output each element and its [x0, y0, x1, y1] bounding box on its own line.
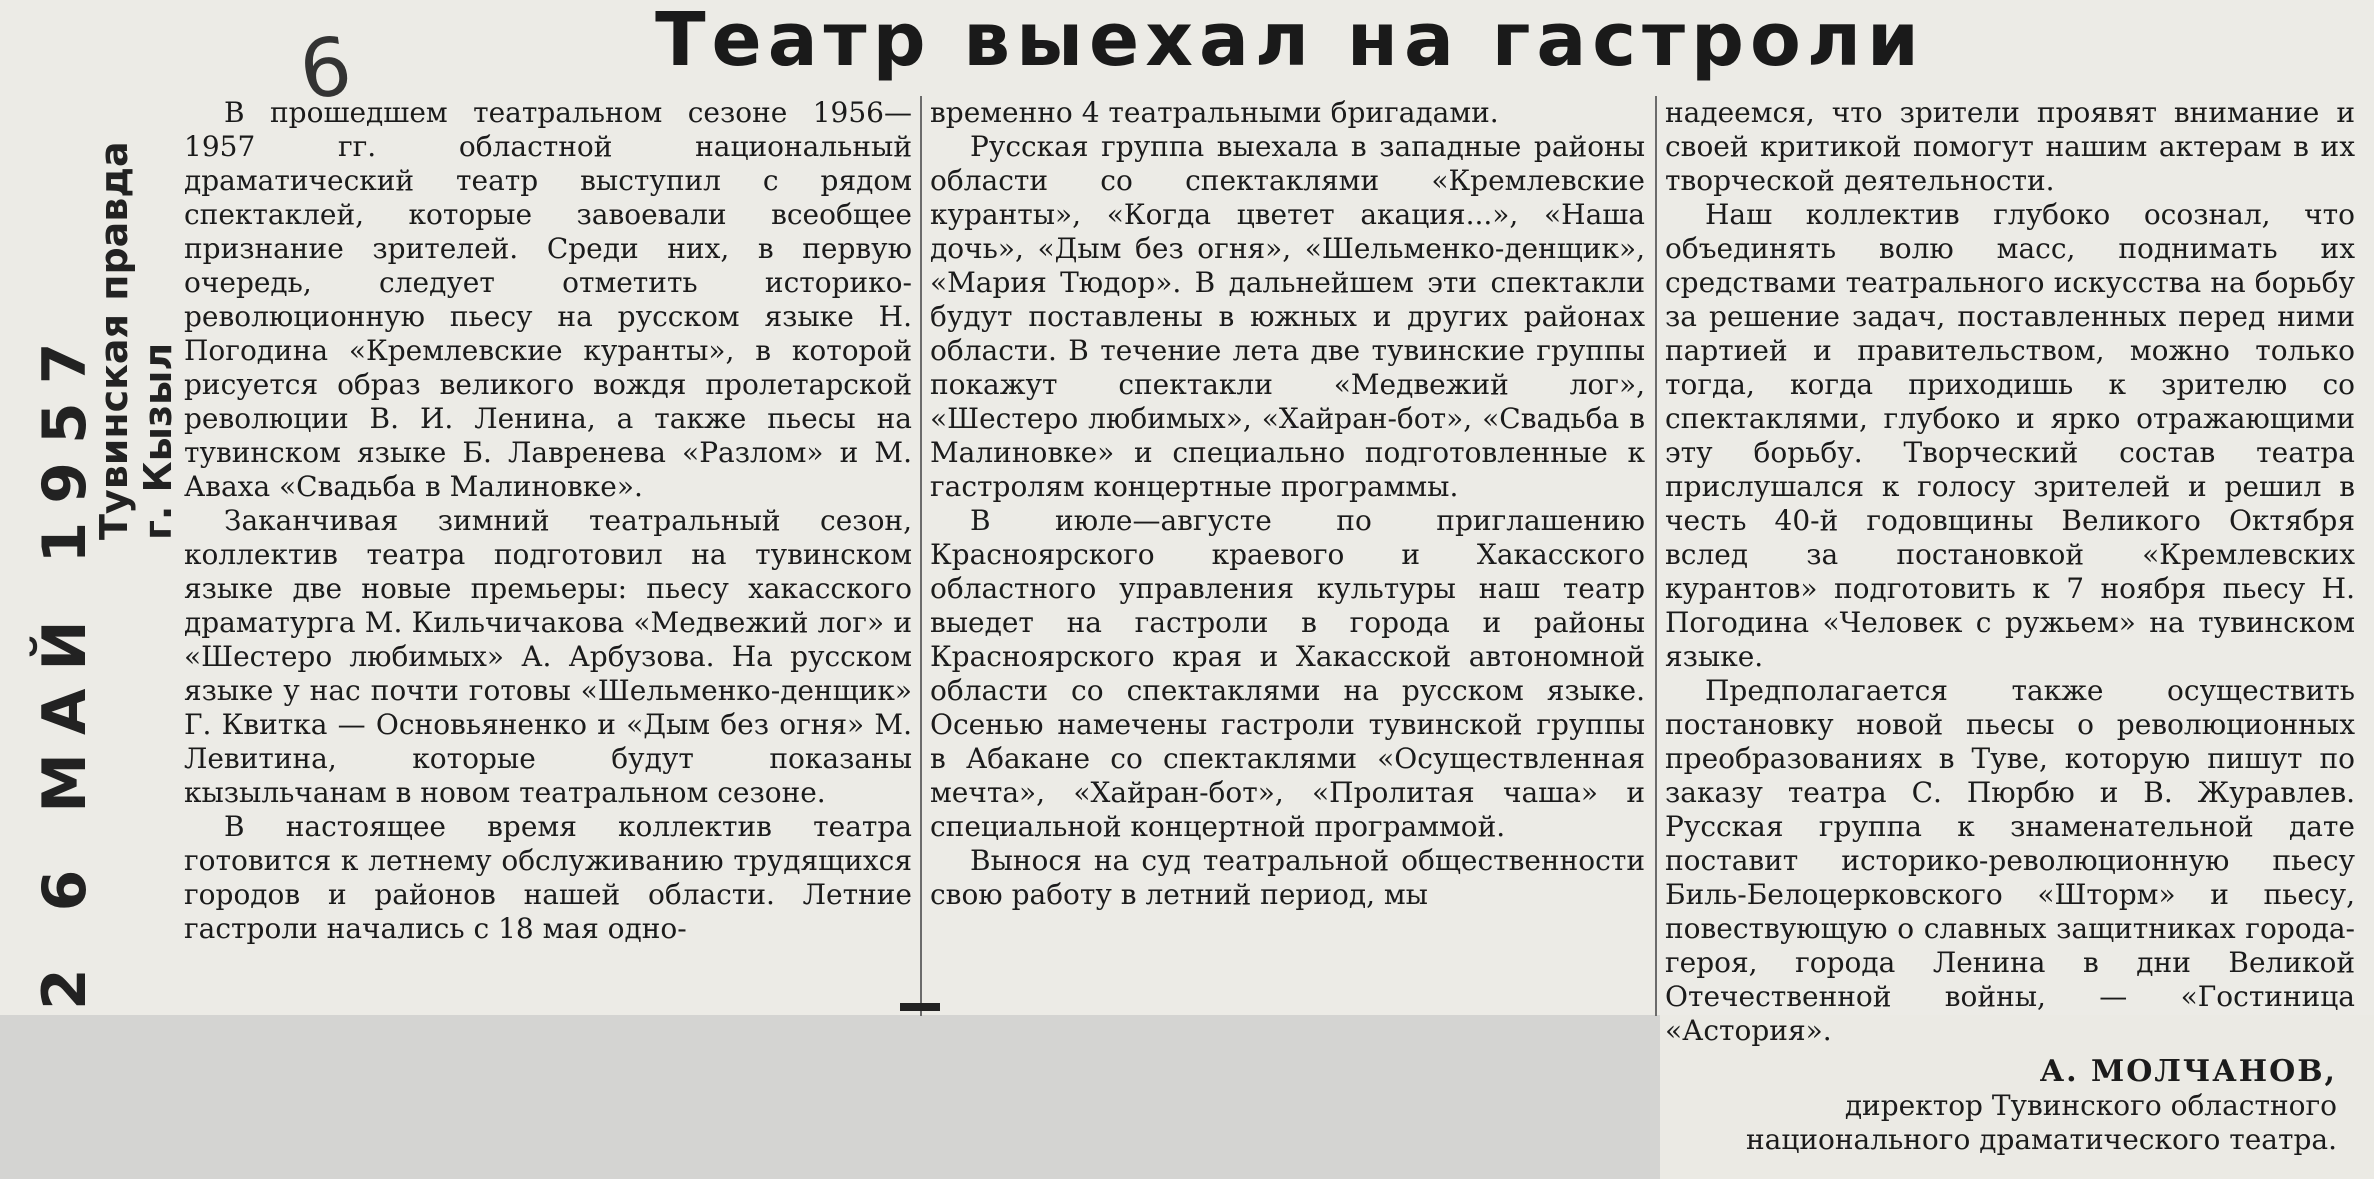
- article-column-2: [930, 96, 1645, 912]
- cut-mark: [900, 1003, 940, 1011]
- paragraph: надеемся, что зрители проявят внимание и своей критикой помогут нашим актерам в их творческой деятельности.: [1665, 96, 2355, 197]
- paragraph: Наш коллектив глубоко осознал, что объединять волю масс, поднимать их средствами театрального искусства на борьбу за решение задач, поставленных перед ними партией и правительством, можно только тогда, когда приходишь к зрителю со спектаклями, глубоко и ярко отражающими эту борьбу. Творческий состав театра прислушался к голосу зрителей и решил в честь 40-й годовщины Великого Октября вслед за постановкой «Кремлевских курантов» подготовить к 7 ноября пьесу Н. Погодина «Человек с ружьем» на тувинском языке.: [1665, 198, 2355, 673]
- source-newspaper: Тувинская правда: [92, 141, 136, 540]
- paragraph: В настоящее время коллектив театра готовится к летнему обслуживанию трудящихся городов и районов нашей области. Летние гастроли начались с 18 мая одно-: [184, 810, 912, 945]
- paragraph: временно 4 театральными бригадами.: [930, 96, 1499, 129]
- paragraph: Заканчивая зимний театральный сезон, коллектив театра подготовил на тувинском языке две новые премьеры: пьесу хакасского драматурга М. Кильчичакова «Медвежий лог» и «Шестеро любимых» А. Арбузова. На русском языке у нас почти готовы «Шельменко-денщик» Г. Квитка — Основьяненко и «Дым без огня» М. Левитина, которые будут показаны кызыльчанам в новом театральном сезоне.: [184, 504, 912, 809]
- column-divider: [1655, 96, 1657, 1016]
- source-stamp: [92, 141, 180, 540]
- article-column-1: [184, 96, 912, 946]
- author-name: А. МОЛЧАНОВ,: [2039, 1054, 2337, 1089]
- column-divider: [920, 96, 922, 1016]
- paragraph: В прошедшем театральном сезоне 1956—1957 гг. областной национальный драматический театр выступил с рядом спектаклей, которые завоевали всеобщее признание зрителей. Среди них, в первую очередь, следует отметить историко-революционную пьесу на русском языке Н. Погодина «Кремлевские куранты», в которой рисуется образ великого вождя пролетарской революции В. И. Ленина, а также пьесы на тувинском языке Б. Лавренева «Разлом» и М. Аваха «Свадьба в Малиновке».: [184, 96, 912, 503]
- article-column-3: [1665, 96, 2355, 1048]
- handwritten-mark: 6: [293, 18, 358, 119]
- date-stamp: 2 6 МАЙ 1957: [30, 324, 100, 1010]
- signature-block: [1665, 1055, 2355, 1157]
- headline: Театр выехал на гастроли: [655, 0, 1925, 83]
- mounting-board: [0, 1015, 1660, 1179]
- paragraph: В июле—августе по приглашению Красноярского краевого и Хакасского областного управления культуры наш театр выедет на гастроли в города и районы Красноярского края и Хакасской автономной области со спектаклями на русском языке. Осенью намечены гастроли тувинской группы в Абакане со спектаклями «Осуществленная мечта», «Хайран-бот», «Пролитая чаша» и специальной концертной программой.: [930, 504, 1645, 843]
- paragraph: Предполагается также осуществить постановку новой пьесы о революционных преобразованиях в Туве, которую пишут по заказу театра С. Пюрбю и В. Журавлев. Русская группа к знаменательной дате поставит историко-революционную пьесу Биль-Белоцерковского «Шторм» и пьесу, повествующую о славных защитниках города-героя, города Ленина в дни Великой Отечественной войны, — «Гостиница «Астория».: [1665, 674, 2355, 1047]
- paragraph: Русская группа выехала в западные районы области со спектаклями «Кремлевские куранты», «Когда цветет акация...», «Наша дочь», «Дым без огня», «Шельменко-денщик», «Мария Тюдор». В дальнейшем эти спектакли будут поставлены в южных и других районах области. В течение лета две тувинские группы покажут спектакли «Медвежий лог», «Шестеро любимых», «Хайран-бот», «Свадьба в Малиновке» и специально подготовленные к гастролям концертные программы.: [930, 130, 1645, 503]
- source-city: г. Кызыл: [136, 342, 180, 540]
- author-role-line-2: национального драматического театра.: [1745, 1123, 2337, 1156]
- author-role-line-1: директор Тувинского областного: [1844, 1089, 2337, 1122]
- paragraph: Вынося на суд театральной общественности свою работу в летний период, мы: [930, 844, 1645, 911]
